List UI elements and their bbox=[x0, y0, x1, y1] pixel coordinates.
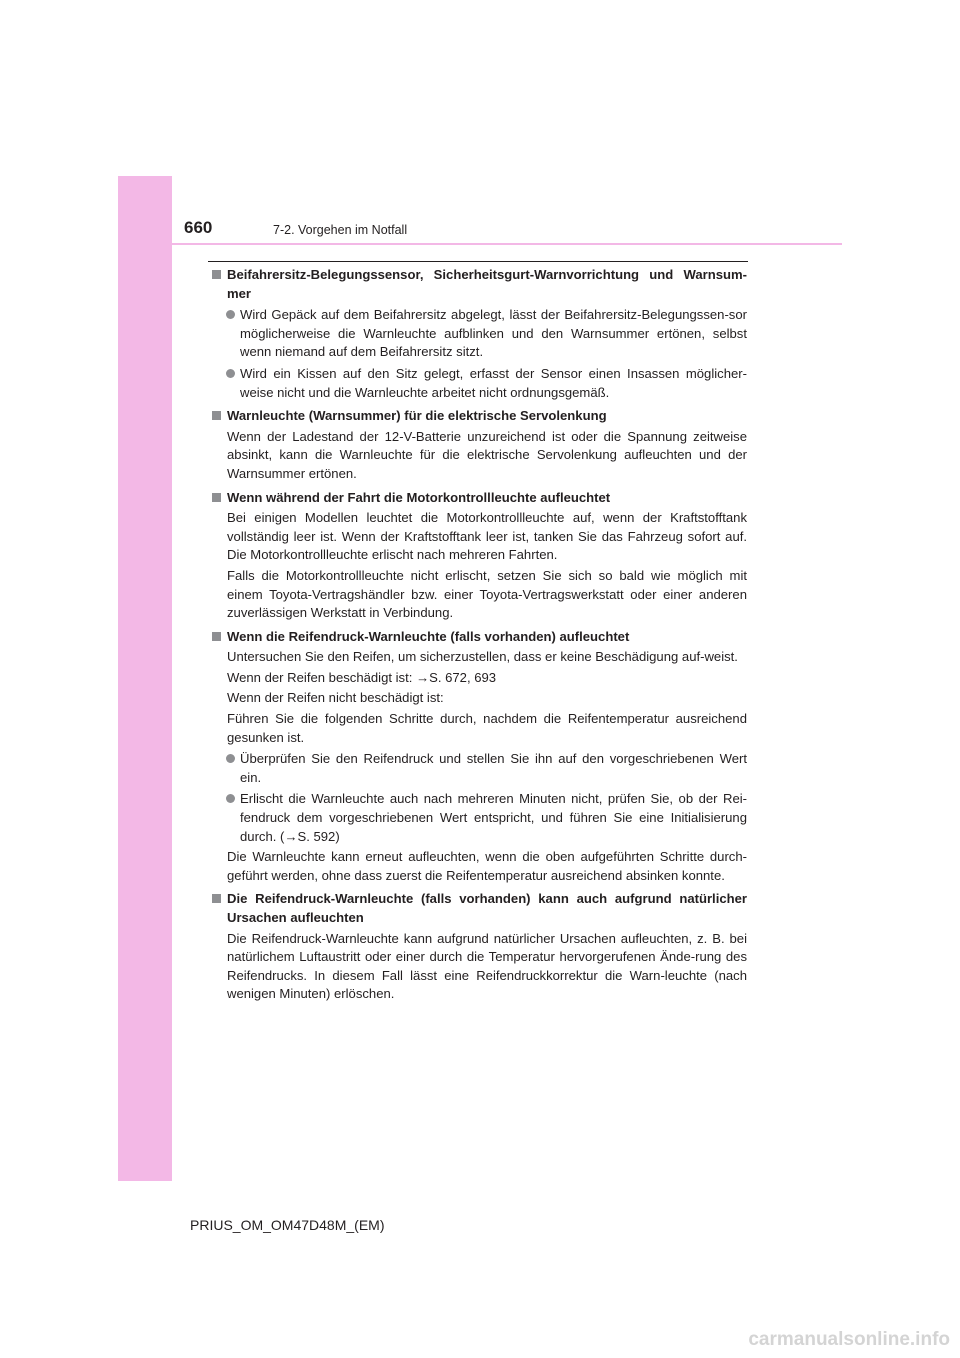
square-bullet-icon bbox=[212, 493, 221, 502]
section-heading: Beifahrersitz-Belegungssensor, Sicherheitsgurt-Warnvorrichtung und Warnsum-mer bbox=[211, 266, 747, 303]
list-item: Wird Gepäck auf dem Beifahrersitz abgelegt, lässt der Beifahrersitz-Belegungssen-sor möglicherweise die Warnleuchte aufblinken und den Warnsummer ertönen, selbst wenn niemand auf dem Beifahrersitz sitzt. bbox=[211, 306, 747, 362]
paragraph: Bei einigen Modellen leuchtet die Motorkontrollleuchte auf, wenn der Kraftstofftank vollständig leer ist. Wenn der Kraftstofftank leer ist, tanken Sie das Fahrzeug sofort auf. Die Motorkontrollleuchte erlischt nach mehreren Fahrten. bbox=[227, 510, 747, 563]
section-title: 7-2. Vorgehen im Notfall bbox=[273, 223, 408, 237]
paragraph: Wenn der Reifen nicht beschädigt ist: bbox=[227, 690, 444, 706]
circle-bullet-icon bbox=[226, 794, 235, 803]
paragraph: Führen Sie die folgenden Schritte durch, nachdem die Reifentemperatur ausreichend gesunken ist. bbox=[227, 711, 747, 745]
circle-bullet-icon bbox=[226, 310, 235, 319]
square-bullet-icon bbox=[212, 411, 221, 420]
list-item: Erlischt die Warnleuchte auch nach mehreren Minuten nicht, prüfen Sie, ob der Rei-fendruck dem vorgeschriebenen Wert entspricht, und führen Sie eine Initialisierung durch. (→S. 592) bbox=[211, 790, 747, 846]
page-number: 660 bbox=[184, 218, 213, 237]
section-heading: Wenn während der Fahrt die Motorkontrollleuchte aufleuchtet bbox=[211, 489, 747, 508]
circle-bullet-icon bbox=[226, 369, 235, 378]
section-heading: Die Reifendruck-Warnleuchte (falls vorhanden) kann auch aufgrund natürlicher Ursachen aufleuchten bbox=[211, 890, 747, 927]
content-body bbox=[211, 266, 747, 1004]
paragraph: Die Reifendruck-Warnleuchte kann aufgrund natürlicher Ursachen aufleuchten, z. B. bei natürlichem Luftaustritt oder einer durch die Temperatur hervorgerufenen Ände-rung des Reifendrucks. In diesem Fall lässt eine Reifendruckkorrektur die Warn-leuchte (nach wenigen Minuten) erlöschen. bbox=[227, 930, 747, 1002]
paragraph: Falls die Motorkontrollleuchte nicht erlischt, setzen Sie sich so bald wie möglich mit einem Toyota-Vertragshändler bzw. einer Toyota-Vertragswerkstatt oder einer anderen zuverlässigen Werkstatt in Verbindung. bbox=[227, 567, 747, 621]
paragraph: Untersuchen Sie den Reifen, um sicherzustellen, dass er keine Beschädigung auf-weist. bbox=[227, 649, 738, 665]
section-heading: Warnleuchte (Warnsummer) für die elektrische Servolenkung bbox=[211, 407, 747, 426]
paragraph: Die Warnleuchte kann erneut aufleuchten, wenn die oben aufgeführten Schritte durch-geführt werden, ohne dass zuerst die Reifentemperatur ausreichend absinken konnte. bbox=[227, 849, 747, 883]
circle-bullet-icon bbox=[226, 754, 235, 763]
list-item: Wird ein Kissen auf den Sitz gelegt, erfasst der Sensor einen Insassen möglicher-weise nicht und die Warnleuchte arbeitet nicht ordnungsgemäß. bbox=[211, 365, 747, 402]
content-top-rule bbox=[208, 261, 748, 262]
list-item: Überprüfen Sie den Reifendruck und stellen Sie ihn auf den vorgeschriebenen Wert ein. bbox=[211, 750, 747, 787]
paragraph: Wenn der Reifen beschädigt ist: →S. 672, 693 bbox=[227, 669, 497, 685]
section-heading: Wenn die Reifendruck-Warnleuchte (falls vorhanden) aufleuchtet bbox=[211, 628, 747, 647]
square-bullet-icon bbox=[212, 270, 221, 279]
square-bullet-icon bbox=[212, 894, 221, 903]
square-bullet-icon bbox=[212, 632, 221, 641]
watermark: carmanualsonline.info bbox=[748, 1329, 950, 1350]
document-code: PRIUS_OM_OM47D48M_(EM) bbox=[190, 1217, 385, 1233]
sidebar-tab bbox=[118, 176, 172, 1181]
header-divider bbox=[172, 243, 842, 245]
paragraph: Wenn der Ladestand der 12-V-Batterie unzureichend ist oder die Spannung zeitweise absinkt, kann die Warnleuchte für die elektrische Servolenkung aufleuchten und der Warnsummer ertönen. bbox=[227, 428, 747, 481]
